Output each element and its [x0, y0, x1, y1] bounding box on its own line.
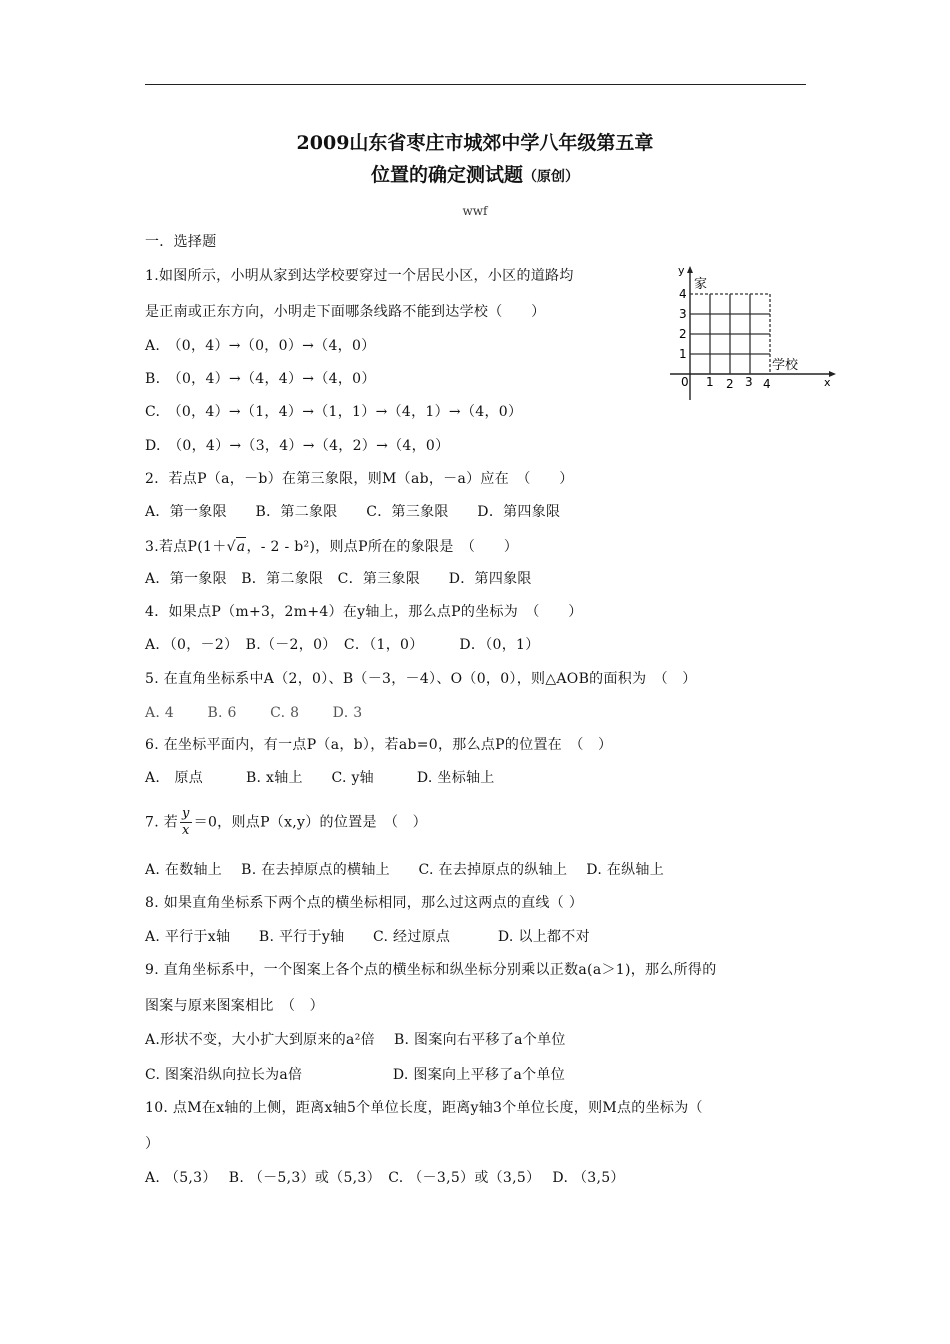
x-tick-1: 1	[706, 375, 714, 389]
q3-stem-b: 1＋	[203, 539, 227, 555]
q7-fraction	[180, 806, 192, 839]
q5-stem: 5. 在直角坐标系中A（2，0）、B（－3，－4）、O（0，0），则△AOB的面积为 （ ）	[145, 671, 697, 687]
doc-title-line2	[0, 160, 950, 187]
header-rule	[145, 84, 806, 85]
school-label: 学校	[772, 358, 799, 373]
q8-stem: 8. 如果直角坐标系下两个点的横坐标相同，那么过这两点的直线（ ）	[145, 895, 584, 911]
q8-options: A. 平行于x轴 B. 平行于y轴 C. 经过原点 D. 以上都不对	[145, 929, 590, 945]
x-axis-label: x	[824, 376, 831, 389]
q1-option-a: A. （0，4）→（0，0）→（4，0）	[145, 338, 376, 354]
q10-options: A. （5,3） B. （－5,3）或（5,3） C. （－3,5）或（3,5） D. （3,5）	[145, 1170, 625, 1186]
x-tick-4: 4	[763, 377, 771, 391]
y-tick-1: 1	[679, 347, 687, 361]
origin-label: 0	[681, 375, 689, 389]
q7-options: A. 在数轴上 B. 在去掉原点的横轴上 C. 在去掉原点的纵轴上 D. 在纵轴上	[145, 862, 665, 878]
q10-stem-line1: 10. 点M在x轴的上侧，距离x轴5个单位长度，距离y轴3个单位长度，则M点的坐标为（	[145, 1100, 703, 1116]
q7-frac-den: x	[182, 823, 190, 838]
y-tick-3: 3	[679, 307, 687, 321]
q5-options: A. 4 B. 6 C. 8 D. 3	[145, 705, 363, 721]
y-tick-4: 4	[679, 287, 687, 301]
x-tick-2: 2	[726, 377, 734, 391]
y-tick-2: 2	[679, 327, 687, 341]
section-heading: 一．选择题	[145, 234, 217, 250]
q3-options: A．第一象限 B．第二象限 C．第三象限 D．第四象限	[145, 571, 532, 587]
q4-options: A．（0，－2） B.（－2，0） C．（1，0） D．（0，1）	[145, 637, 540, 653]
street-grid	[690, 294, 770, 374]
q6-stem: 6. 在坐标平面内，有一点P（a，b），若ab=0，那么点P的位置在 （ ）	[145, 737, 613, 753]
q10-stem-line2: ）	[145, 1136, 160, 1152]
q7-stem-a: 7. 若	[145, 814, 179, 831]
y-axis-arrow	[687, 266, 693, 273]
q6-options: A. 原点 B. x轴上 C. y轴 D. 坐标轴上	[145, 770, 495, 786]
q1-stem-line1: 1.如图所示，小明从家到达学校要穿过一个居民小区，小区的道路均	[145, 268, 574, 284]
home-label: 家	[694, 277, 708, 292]
doc-title-line1: 2009山东省枣庄市城郊中学八年级第五章	[296, 132, 654, 154]
q4-stem: 4．如果点P（m+3，2m+4）在y轴上，那么点P的坐标为 （ ）	[145, 604, 583, 620]
q2-options: A．第一象限 B．第二象限 C．第三象限 D．第四象限	[145, 504, 561, 520]
q3-sqrt: a	[236, 539, 246, 555]
y-axis-label: y	[678, 264, 685, 277]
q1-option-d: D. （0，4）→（3，4）→（4，2）→（4，0）	[145, 438, 450, 454]
q3-stem-c: ，- 2 - b²)，则点P所在的象限是 （ ）	[246, 539, 519, 555]
q1-option-c: C. （0，4）→（1，4）→（1，1）→（4，1）→（4，0）	[145, 404, 523, 420]
x-tick-3: 3	[745, 375, 753, 389]
q3-stem-a: 3.若点P(	[145, 539, 204, 555]
q3-stem: 3.若点P(1＋√a，- 2 - b²)，则点P所在的象限是 （ ）	[145, 539, 519, 555]
q7-frac-num: y	[182, 806, 190, 821]
q1-stem-line2: 是正南或正东方向，小明走下面哪条线路不能到达学校（ ）	[145, 304, 546, 320]
q7-stem-b: ＝0，则点P（x,y）的位置是 （ ）	[193, 814, 427, 831]
q7-stem	[145, 806, 427, 839]
q9-option-ab: A.形状不变，大小扩大到原来的a²倍 B. 图案向右平移了a个单位	[145, 1032, 566, 1048]
q9-stem-line1: 9. 直角坐标系中，一个图案上各个点的横坐标和纵坐标分别乘以正数a(a＞1)，那么所得的	[145, 962, 717, 978]
doc-title-note: （原创）	[523, 169, 579, 185]
q2-stem: 2．若点P（a，－b）在第三象限，则M（ab，－a）应在 （ ）	[145, 471, 574, 487]
q9-stem-line2: 图案与原来图案相比 （ ）	[145, 998, 324, 1014]
q1-option-b: B. （0，4）→（4，4）→（4，0）	[145, 371, 376, 387]
q1-coordinate-figure	[666, 262, 838, 402]
doc-title-text: 位置的确定测试题	[370, 164, 523, 186]
q9-option-cd: C. 图案沿纵向拉长为a倍 D. 图案向上平移了a个单位	[145, 1067, 566, 1083]
doc-author: wwf	[462, 204, 488, 218]
